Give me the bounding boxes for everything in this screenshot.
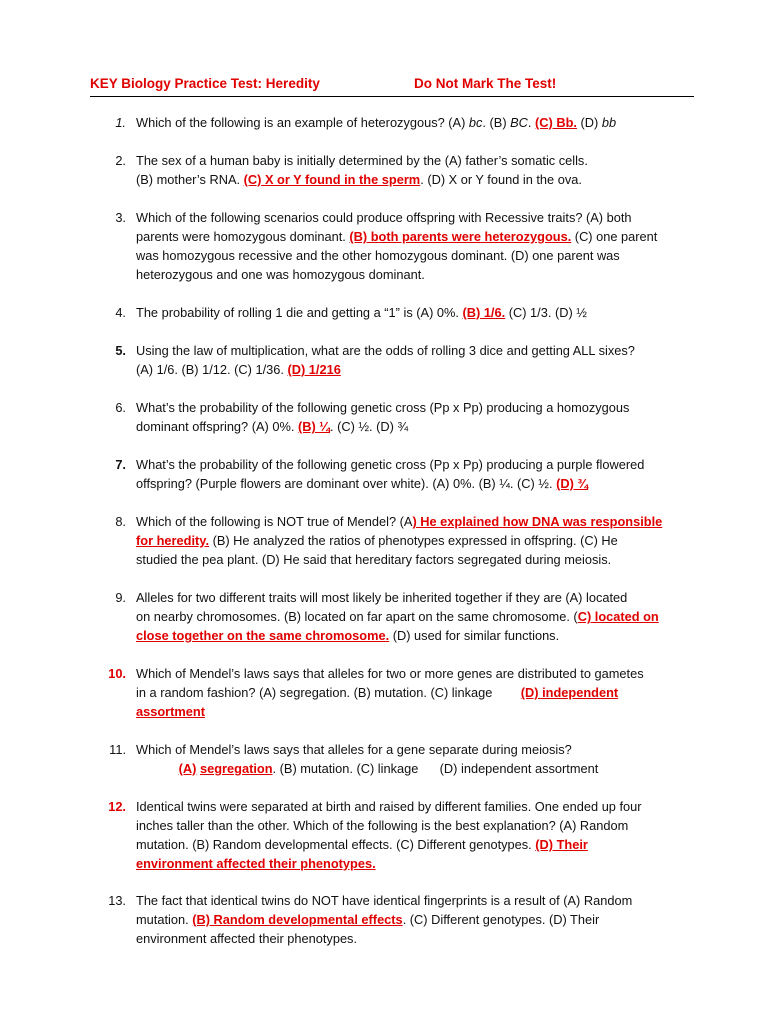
question-text — [136, 113, 701, 132]
question-number: 3. — [115, 210, 126, 225]
text-segment: (B) mother’s RNA. — [136, 172, 244, 187]
question-number: 11. — [109, 742, 126, 757]
text-segment: inches taller than the other. Which of the following is the best explanation? (A) Random — [136, 818, 629, 833]
text-segment: What’s the probability of the following genetic cross (Pp x Pp) producing a purple flowered — [136, 457, 645, 472]
question-line — [136, 398, 701, 417]
answer-key-text: close together on the same chromosome. — [136, 628, 390, 643]
question-text — [136, 512, 701, 569]
text-segment: bb — [601, 115, 617, 130]
answer-key-text: (D) independent — [520, 685, 619, 700]
question-number: 2. — [115, 153, 126, 168]
answer-key-text: (B) ¼ — [297, 419, 330, 434]
answer-key-text: ) He explained how DNA was responsible — [412, 514, 663, 529]
text-segment: . (B) — [482, 115, 511, 130]
question-line — [136, 151, 701, 170]
question-line — [136, 265, 701, 284]
test-header — [90, 76, 694, 97]
question-line — [136, 891, 701, 910]
text-segment: environment affected their phenotypes. — [136, 931, 358, 946]
answer-key-text: for heredity. — [136, 533, 210, 548]
text-segment: Identical twins were separated at birth and raised by different families. One ended up four — [136, 799, 642, 814]
answer-key-text: (B) 1/6. — [462, 305, 506, 320]
test-title: KEY Biology Practice Test: Heredity — [90, 76, 320, 91]
question-line — [136, 588, 701, 607]
question-line — [136, 702, 701, 721]
question-line — [136, 759, 701, 778]
question-line — [136, 910, 701, 929]
question-line — [136, 227, 701, 246]
text-segment: . (B) mutation. (C) linkage (D) independent assortment — [272, 761, 599, 776]
answer-key-text: (A) — [178, 761, 197, 776]
question-line — [136, 929, 701, 948]
question-number: 7. — [115, 457, 126, 472]
question-line — [136, 854, 701, 873]
text-segment: The sex of a human baby is initially determined by the (A) father’s somatic cells. — [136, 153, 588, 168]
text-segment: Alleles for two different traits will most likely be inherited together if they are (A) located — [136, 590, 628, 605]
text-segment: (D) — [576, 115, 602, 130]
answer-key-text: (C) Bb. — [535, 115, 577, 130]
question-line — [136, 113, 701, 132]
answer-key-text: assortment — [136, 704, 205, 719]
text-segment: The fact that identical twins do NOT have identical fingerprints is a result of (A) Random — [136, 893, 633, 908]
question-number: 5. — [115, 343, 126, 358]
text-segment: (D) used for similar functions. — [389, 628, 560, 643]
question-line — [136, 740, 701, 759]
answer-key-text: (D) 1/216 — [287, 362, 341, 377]
text-segment: Which of Mendel’s laws says that alleles for a gene separate during meiosis? — [136, 742, 572, 757]
text-segment: . (C) ½. (D) ¾ — [329, 419, 409, 434]
question-number: 1. — [115, 115, 126, 130]
text-segment: The probability of rolling 1 die and getting a “1” is (A) 0%. — [136, 305, 463, 320]
question-number: 10. — [108, 666, 126, 681]
question-line — [136, 512, 701, 531]
answer-key-text: C) located on — [577, 609, 659, 624]
question-line — [136, 303, 701, 322]
text-segment — [136, 761, 179, 776]
text-segment: . — [527, 115, 536, 130]
test-notice: Do Not Mark The Test! — [414, 76, 557, 91]
question-text — [136, 303, 701, 322]
question-text — [136, 664, 701, 721]
text-segment: . (C) Different genotypes. (D) Their — [402, 912, 600, 927]
question-text — [136, 208, 701, 284]
question-line — [136, 455, 701, 474]
answer-key-text: (B) both parents were heterozygous. — [349, 229, 572, 244]
question-line — [136, 835, 701, 854]
question-line — [136, 360, 701, 379]
text-segment: bc — [468, 115, 483, 130]
text-segment: dominant offspring? (A) 0%. — [136, 419, 298, 434]
text-segment: in a random fashion? (A) segregation. (B) mutation. (C) linkage — [136, 685, 521, 700]
text-segment: Using the law of multiplication, what are the odds of rolling 3 dice and getting ALL sixes? — [136, 343, 635, 358]
text-segment: (B) He analyzed the ratios of phenotypes expressed in offspring. (C) He — [209, 533, 618, 548]
question-text — [136, 891, 701, 948]
question-number: 4. — [115, 305, 126, 320]
question-line — [136, 816, 701, 835]
text-segment: (C) 1/3. (D) ½ — [505, 305, 587, 320]
text-segment: studied the pea plant. (D) He said that hereditary factors segregated during meiosis. — [136, 552, 612, 567]
answer-key-text: (B) Random developmental effects — [192, 912, 403, 927]
question-text — [136, 398, 701, 436]
question-text — [136, 740, 701, 778]
text-segment: offspring? (Purple flowers are dominant over white). (A) 0%. (B) ¼. (C) ½. — [136, 476, 557, 491]
question-number: 12. — [108, 799, 126, 814]
question-line — [136, 417, 701, 436]
answer-key-text: (C) X or Y found in the sperm — [243, 172, 421, 187]
question-line — [136, 474, 701, 493]
answer-key-text: (D) ¾ — [556, 476, 589, 491]
text-segment: (A) 1/6. (B) 1/12. (C) 1/36. — [136, 362, 288, 377]
question-line — [136, 246, 701, 265]
question-number: 6. — [115, 400, 126, 415]
question-line — [136, 170, 701, 189]
answer-key-text: environment affected their phenotypes. — [136, 856, 376, 871]
question-line — [136, 531, 701, 550]
text-segment: heterozygous and one was homozygous dominant. — [136, 267, 425, 282]
question-line — [136, 683, 701, 702]
question-line — [136, 797, 701, 816]
question-number: 13. — [108, 893, 126, 908]
question-number: 8. — [115, 514, 126, 529]
question-line — [136, 664, 701, 683]
question-text — [136, 588, 701, 645]
question-line — [136, 341, 701, 360]
text-segment: was homozygous recessive and the other homozygous dominant. (D) one parent was — [136, 248, 620, 263]
question-line — [136, 208, 701, 227]
question-text — [136, 341, 701, 379]
answer-key-text: segregation — [200, 761, 273, 776]
text-segment: mutation. — [136, 912, 193, 927]
question-text — [136, 455, 701, 493]
question-text — [136, 151, 701, 189]
answer-key-text: (D) Their — [535, 837, 588, 852]
question-text — [136, 797, 701, 873]
text-segment: . (D) X or Y found in the ova. — [420, 172, 582, 187]
text-segment: Which of the following is an example of heterozygous? (A) — [136, 115, 469, 130]
text-segment: on nearby chromosomes. (B) located on far apart on the same chromosome. ( — [136, 609, 578, 624]
question-line — [136, 550, 701, 569]
text-segment: mutation. (B) Random developmental effects. (C) Different genotypes. — [136, 837, 536, 852]
text-segment: BC — [510, 115, 528, 130]
text-segment: Which of the following is NOT true of Mendel? (A — [136, 514, 413, 529]
text-segment: Which of Mendel’s laws says that alleles for two or more genes are distributed to gametes — [136, 666, 644, 681]
text-segment: parents were homozygous dominant. — [136, 229, 350, 244]
question-number: 9. — [115, 590, 126, 605]
question-line — [136, 626, 701, 645]
text-segment: (C) one parent — [571, 229, 658, 244]
question-line — [136, 607, 701, 626]
text-segment: What’s the probability of the following genetic cross (Pp x Pp) producing a homozygous — [136, 400, 630, 415]
text-segment: Which of the following scenarios could produce offspring with Recessive traits? (A) both — [136, 210, 632, 225]
